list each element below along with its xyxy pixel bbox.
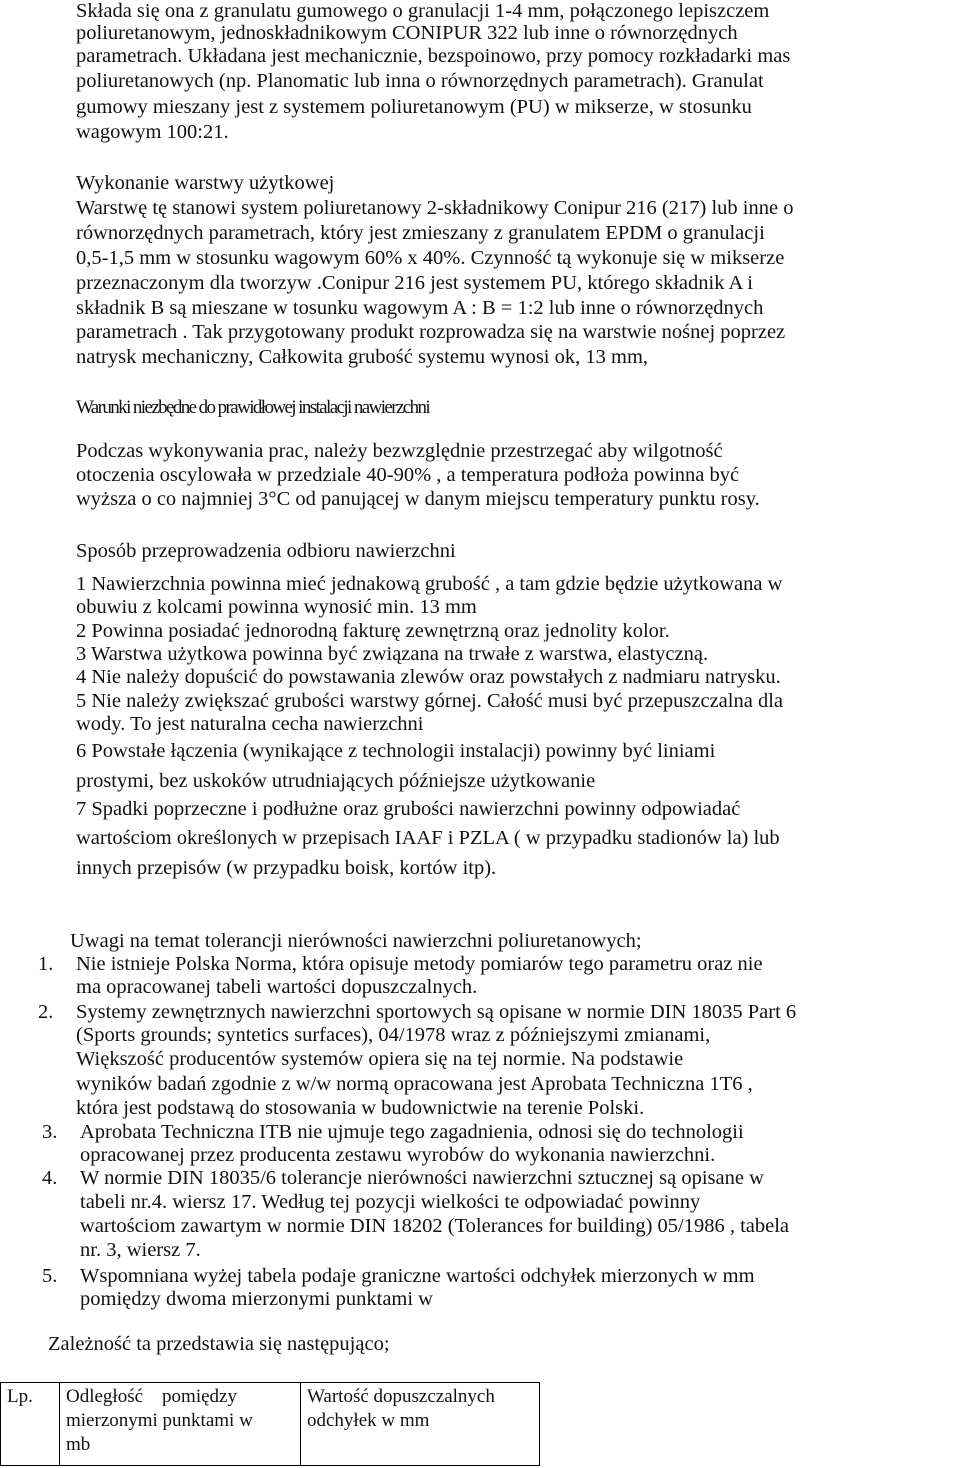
acceptance-line: wody. To jest naturalna cecha nawierzchni: [76, 713, 424, 735]
acceptance-line: 4 Nie należy dopuścić do powstawania zlewów oraz powstałych z nadmiaru natrysku.: [76, 666, 781, 688]
wear-layer-heading: Wykonanie warstwy użytkowej: [76, 172, 335, 194]
acceptance-line: 6 Powstałe łączenia (wynikające z technologii instalacji) powinny być liniami: [76, 740, 716, 762]
remarks-heading: Uwagi na temat tolerancji nierówności nawierzchni poliuretanowych;: [70, 930, 642, 952]
remarks-item-number: 3.: [42, 1121, 58, 1143]
remarks-closing: Zależność ta przedstawia się następująco;: [48, 1333, 390, 1355]
wear-layer-line: równorzędnych parametrach, który jest zmieszany z granulatem EPDM o granulacji: [76, 222, 765, 244]
acceptance-heading: Sposób przeprowadzenia odbioru nawierzchni: [76, 540, 456, 562]
remarks-item-line: (Sports grounds; syntetics surfaces), 04/1978 wraz z późniejszymi zmianami,: [76, 1024, 711, 1046]
remarks-item-line: W normie DIN 18035/6 tolerancje nierówności nawierzchni sztucznej są opisane w: [80, 1167, 764, 1189]
acceptance-line: wartościom określonych w przepisach IAAF i PZLA ( w przypadku stadionów la) lub: [76, 827, 780, 849]
remarks-item-line: ma opracowanej tabeli wartości dopuszczalnych.: [76, 976, 478, 998]
acceptance-line: obuwiu z kolcami powinna wynosić min. 13 mm: [76, 596, 477, 618]
intro-line: parametrach. Układana jest mechanicznie, bezspoinowo, przy pomocy rozkładarki mas: [76, 45, 791, 67]
intro-line: poliuretanowym, jednoskładnikowym CONIPUR 322 lub inne o równorzędnych: [76, 22, 738, 44]
remarks-item-number: 1.: [38, 953, 54, 975]
remarks-item-number: 4.: [42, 1167, 58, 1189]
wear-layer-line: składnik B są mieszane w tosunku wagowym A : B = 1:2 lub inne o równorzędnych: [76, 297, 764, 319]
remarks-item-line: pomiędzy dwoma mierzonymi punktami w: [80, 1288, 433, 1310]
intro-line: poliuretanowych (np. Planomatic lub inna o równorzędnych parametrach). Granulat: [76, 70, 764, 92]
acceptance-line: 7 Spadki poprzeczne i podłużne oraz grubości nawierzchni powinny odpowiadać: [76, 798, 741, 820]
wear-layer-line: Warstwę tę stanowi system poliuretanowy 2-składnikowy Conipur 216 (217) lub inne o: [76, 197, 794, 219]
acceptance-line: prostymi, bez uskoków utrudniających późniejsze użytkowanie: [76, 770, 596, 792]
remarks-item-line: wartościom zawartym w normie DIN 18202 (Tolerances for building) 05/1986 , tabela: [80, 1215, 790, 1237]
remarks-item-line: Większość producentów systemów opiera się na tej normie. Na podstawie: [76, 1048, 684, 1070]
wear-layer-line: parametrach . Tak przygotowany produkt rozprowadza się na warstwie nośnej poprzez: [76, 321, 786, 343]
wear-layer-line: natrysk mechaniczny, Całkowita grubość systemu wynosi ok, 13 mm,: [76, 346, 649, 368]
remarks-item-line: Systemy zewnętrznych nawierzchni sportowych są opisane w normie DIN 18035 Part 6: [76, 1001, 797, 1023]
remarks-item-number: 5.: [42, 1265, 58, 1287]
remarks-item-line: opracowanej przez producenta zestawu wyrobów do wykonania nawierzchni.: [80, 1144, 716, 1166]
acceptance-line: 5 Nie należy zwiększać grubości warstwy górnej. Całość musi być przepuszczalna dla: [76, 690, 783, 712]
remarks-item-line: Nie istnieje Polska Norma, która opisuje metody pomiarów tego parametru oraz nie: [76, 953, 763, 975]
table-header-cell: [301, 1383, 540, 1466]
conditions-line: otoczenia oscylowała w przedziale 40-90% , a temperatura podłoża powinna być: [76, 464, 740, 486]
table-header-text: Wartość dopuszczalnych: [307, 1386, 495, 1407]
table-header-text: mierzonymi punktami w: [66, 1410, 253, 1431]
table-header-cell: [1, 1383, 60, 1466]
remarks-item-line: tabeli nr.4. wiersz 17. Według tej pozycji wielkości te odpowiadać powinny: [80, 1191, 701, 1213]
table-header-text: odchyłek w mm: [307, 1410, 430, 1431]
conditions-heading: Warunki niezbędne do prawidłowej instalacji nawierzchni: [76, 397, 430, 418]
conditions-line: Podczas wykonywania prac, należy bezwzględnie przestrzegać aby wilgotność: [76, 440, 723, 462]
remarks-item-line: Wspomniana wyżej tabela podaje graniczne wartości odchyłek mierzonych w mm: [80, 1265, 755, 1287]
intro-line: Składa się ona z granulatu gumowego o granulacji 1-4 mm, połączonego lepiszczem: [76, 0, 770, 22]
table-header-text: Lp.: [7, 1386, 33, 1407]
acceptance-line: 3 Warstwa użytkowa powinna być związana na trwałe z warstwa, elastyczną.: [76, 643, 709, 665]
intro-line: wagowym 100:21.: [76, 121, 229, 143]
table-header-cell: [60, 1383, 301, 1466]
wear-layer-line: przeznaczonym dla tworzyw .Conipur 216 jest systemem PU, którego składnik A i: [76, 272, 753, 294]
wear-layer-line: 0,5-1,5 mm w stosunku wagowym 60% x 40%. Czynność tą wykonuje się w mikserze: [76, 247, 785, 269]
remarks-item-line: nr. 3, wiersz 7.: [80, 1239, 201, 1261]
table-header-row: [1, 1383, 540, 1466]
table-header-text: Odległość pomiędzy: [66, 1386, 237, 1407]
remarks-item-line: Aprobata Techniczna ITB nie ujmuje tego zagadnienia, odnosi się do technologii: [80, 1121, 744, 1143]
conditions-line: wyższa o co najmniej 3°C od panującej w danym miejscu temperatury punktu rosy.: [76, 488, 760, 510]
remarks-item-number: 2.: [38, 1001, 54, 1023]
acceptance-line: 2 Powinna posiadać jednorodną fakturę zewnętrzną oraz jednolity kolor.: [76, 620, 670, 642]
table-header-text: mb: [66, 1434, 91, 1455]
remarks-item-line: która jest podstawą do stosowania w budownictwie na terenie Polski.: [76, 1097, 645, 1119]
acceptance-line: 1 Nawierzchnia powinna mieć jednakową grubość , a tam gdzie będzie użytkowana w: [76, 573, 783, 595]
remarks-item-line: wyników badań zgodnie z w/w normą opracowana jest Aprobata Techniczna 1T6 ,: [76, 1073, 753, 1095]
tolerance-table: [0, 1382, 540, 1466]
intro-line: gumowy mieszany jest z systemem poliuretanowym (PU) w mikserze, w stosunku: [76, 96, 752, 118]
acceptance-line: innych przepisów (w przypadku boisk, kortów itp).: [76, 857, 497, 879]
